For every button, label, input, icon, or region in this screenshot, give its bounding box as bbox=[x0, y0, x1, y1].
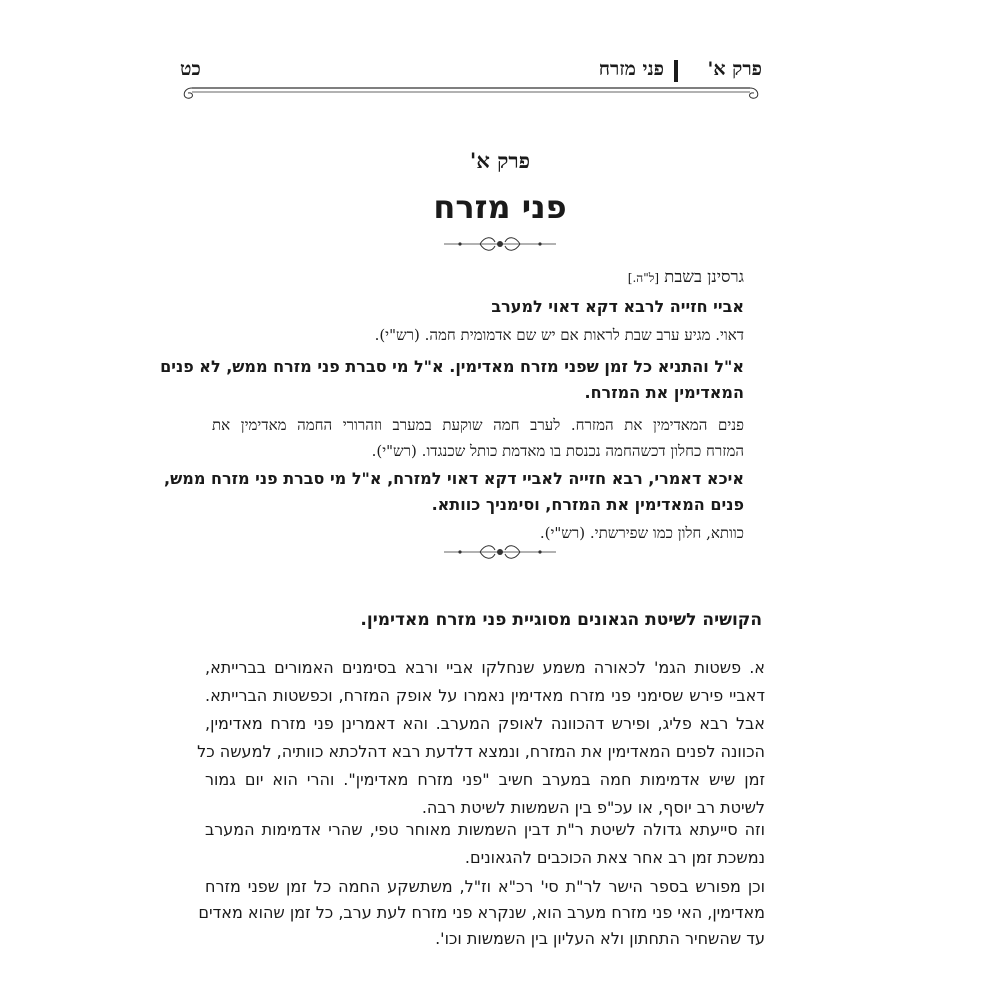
ornament-divider-icon bbox=[440, 234, 560, 254]
citation-ref: [ל"ה.] bbox=[627, 271, 660, 285]
header-rule-ornament bbox=[180, 84, 762, 102]
rashi-note-3: כוותא, חלון כמו שפירשתי. (רש"י). bbox=[539, 524, 744, 542]
citation-text: גרסינן בשבת bbox=[664, 267, 744, 286]
gemara-line-1: אביי חזייה לרבא דקא דאוי למערב bbox=[491, 297, 744, 316]
paragraph-c: וכן מפורש בספר הישר לר"ת סי' רכ"א וז"ל, משתשקע החמה כל זמן שפני מזרח מאדימין, האי פני מזרח מערב הוא, שנקרא פני מזרח לעת ערב, כל זמן שהוא מאדים עד שהשחיר התחתון ולא העליון בין השמשות וכו'. bbox=[198, 877, 765, 948]
paragraph-a: א. פשטות הגמ' לכאורה משמע שנחלקו אביי ורבא בסימנים האמורים בברייתא, דאביי פירש שסימני פני מזרח מאדימין נאמרו על אופק המזרח, וכפשטות הברייתא. אבל רבא פליג, ופירש דהכוונה לאופק המערב. והא דאמרינן פני מזרח מאדימין, הכוונה לפנים המאדימין את המזרח, ונמצא דלדעת רבא דהלכתא כוותיה, למעשה כל זמן שיש אדמימות חמה במערב חשיב "פני מזרח מאדימין". והרי הוא יום גמור לשיטת רב יוסף, או עכ"פ בין השמשות לשיטת רבה. bbox=[197, 658, 765, 817]
rashi-note-1: דאוי. מגיע ערב שבת לראות אם יש שם אדמומית חמה. (רש"י). bbox=[374, 326, 744, 344]
source-citation bbox=[212, 264, 744, 291]
header-title: פני מזרח bbox=[598, 58, 664, 80]
chapter-number: פרק א' bbox=[469, 148, 531, 173]
paragraph-b: וזה סייעתא גדולה לשיטת ר"ת דבין השמשות מאוחר טפי, שהרי אדמימות המערב נמשכת זמן רב אחר צאת הכוכבים להגאונים. bbox=[205, 820, 765, 867]
page-number: כט bbox=[180, 58, 201, 80]
ornament-divider-icon bbox=[440, 542, 560, 562]
running-header bbox=[180, 58, 762, 86]
gemara-paragraph-2: א"ל והתניא כל זמן שפני מזרח מאדימין. א"ל מי סברת פני מזרח ממש, לא פנים המאדימין את המזרח. bbox=[160, 357, 744, 402]
section-heading: הקושיה לשיטת הגאונים מסוגיית פני מזרח מאדימין. bbox=[360, 610, 762, 630]
header-chapter-label: פרק א' bbox=[707, 58, 762, 80]
rashi-note-2: פנים המאדימין את המזרח. לערב חמה שוקעת במערב וזהרורי החמה מאדימין את המזרח כחלון דכשהחמה נכנסת בו מאדמת כותל שכנגדו. (רש"י). bbox=[212, 416, 744, 460]
header-divider bbox=[674, 60, 678, 82]
gemara-paragraph-3: איכא דאמרי, רבא חזייה לאביי דקא דאוי למזרח, א"ל מי סברת פני מזרח ממש, פנים המאדימין את המזרח, וסימניך כוותא. bbox=[164, 469, 744, 514]
chapter-title: פני מזרח bbox=[433, 188, 567, 226]
